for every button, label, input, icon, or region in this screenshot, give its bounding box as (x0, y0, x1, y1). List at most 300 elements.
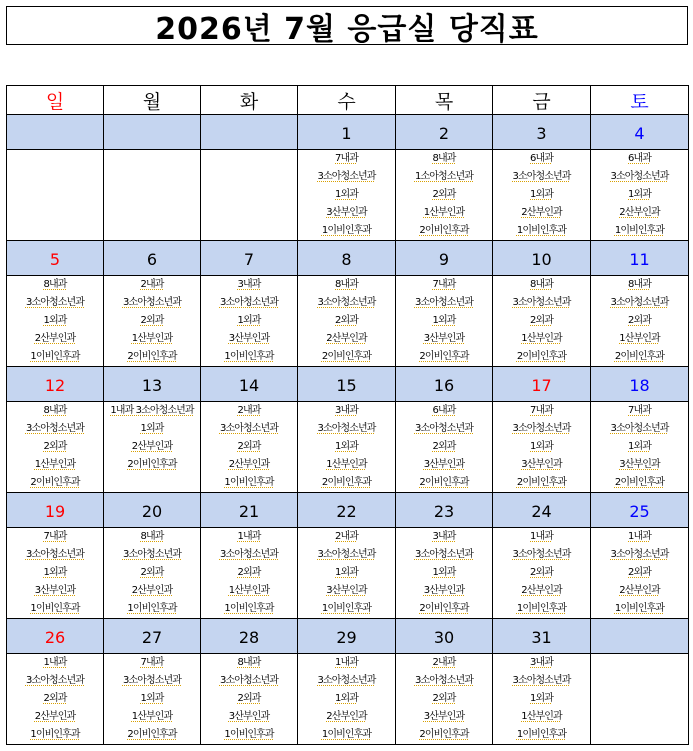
date-number: 7 (243, 249, 255, 269)
duty-entry: 1외과 (530, 441, 553, 452)
weekday-mon: 월 (104, 86, 201, 115)
date-cell (104, 241, 201, 276)
duty-entry: 1외과 (140, 423, 164, 434)
duty-entry: 1산부인과 (228, 585, 270, 596)
duty-entry: 1산부인과 (521, 711, 562, 722)
duty-entry: 3소아청소년과 (122, 297, 182, 308)
duty-entry: 2외과 (43, 441, 67, 452)
duty-entry: 3산부인과 (619, 459, 660, 470)
date-number: 26 (44, 627, 66, 647)
date-cell (201, 115, 298, 150)
duty-entry: 1외과 (432, 315, 456, 326)
duty-entry: 3내과 (530, 657, 553, 668)
duty-entry: 2이비인후과 (516, 351, 567, 362)
duty-entry: 2내과 (432, 657, 456, 668)
date-row (7, 115, 689, 150)
duty-entry: 1내과 (530, 531, 553, 542)
duty-cell (493, 276, 591, 367)
duty-list (201, 654, 297, 744)
duty-entry: 3산부인과 (228, 333, 270, 344)
duty-entry: 1외과 (43, 567, 67, 578)
duty-entry: 1외과 (43, 315, 67, 326)
duty-list (493, 276, 590, 366)
duty-entry: 3내과 (432, 531, 456, 542)
duty-list (201, 402, 297, 492)
duty-entry: 3산부인과 (423, 333, 465, 344)
duty-entry: 1외과 (237, 315, 261, 326)
duty-entry: 3산부인과 (326, 207, 367, 218)
duty-entry: 1산부인과 (131, 333, 173, 344)
duty-entry: 3소아청소년과 (610, 297, 669, 308)
date-cell (591, 619, 689, 654)
duty-entry: 2이비인후과 (419, 729, 469, 740)
date-cell (298, 115, 396, 150)
duty-list (298, 654, 395, 744)
duty-entry: 1이비인후과 (321, 729, 372, 740)
duty-entry: 3소아청소년과 (512, 423, 571, 434)
duty-cell (396, 150, 493, 241)
duty-entry: 6내과 (432, 405, 456, 416)
duty-list (7, 654, 103, 744)
date-number: 8 (341, 249, 352, 269)
duty-entry: 1외과 (530, 693, 553, 704)
date-number: 23 (433, 501, 455, 521)
calendar-table (6, 85, 689, 745)
page-title: 2026년 7월 응급실 당직표 (6, 6, 688, 45)
duty-entry: 3산부인과 (326, 585, 367, 596)
duty-entry: 2산부인과 (326, 333, 367, 344)
duty-entry: 1내과 (237, 531, 261, 542)
duty-entry: 2산부인과 (326, 711, 367, 722)
date-number: 30 (433, 627, 455, 647)
duty-cell (493, 150, 591, 241)
duty-entry: 2산부인과 (131, 441, 173, 452)
date-cell (493, 115, 591, 150)
weekday-sat: 토 (591, 86, 689, 115)
duty-cell (591, 276, 689, 367)
duty-entry: 1이비인후과 (516, 225, 567, 236)
date-cell (591, 241, 689, 276)
duty-entry: 3소아청소년과 (219, 675, 279, 686)
duty-list (7, 276, 103, 366)
duty-entry: 6내과 (530, 153, 553, 164)
duty-entry: 3소아청소년과 (25, 297, 85, 308)
duty-cell (7, 528, 104, 619)
duty-list (396, 276, 492, 366)
date-cell (298, 493, 396, 528)
duty-list (396, 528, 492, 618)
date-cell (493, 367, 591, 402)
date-number: 13 (141, 375, 163, 395)
duty-entry: 8내과 (628, 279, 651, 290)
date-cell (396, 619, 493, 654)
date-cell (591, 115, 689, 150)
duty-entry: 2이비인후과 (127, 459, 177, 470)
weekday-thu: 목 (396, 86, 493, 115)
date-cell (591, 493, 689, 528)
date-number: 29 (336, 627, 357, 647)
duty-entry: 2이비인후과 (419, 603, 469, 614)
duty-entry: 1내과 3소아청소년과 (110, 405, 194, 416)
duty-list (591, 276, 688, 366)
duty-entry: 8내과 (43, 279, 67, 290)
duty-entry: 1소아청소년과 (414, 171, 474, 182)
duty-entry: 2이비인후과 (419, 351, 469, 362)
duty-cell (104, 528, 201, 619)
duty-entry: 2외과 (530, 315, 553, 326)
duty-entry: 2외과 (530, 567, 553, 578)
duty-entry: 1외과 (335, 441, 358, 452)
date-cell (493, 493, 591, 528)
duty-entry: 2이비인후과 (419, 225, 469, 236)
duty-entry: 3소아청소년과 (512, 297, 571, 308)
duty-list (7, 528, 103, 618)
duty-entry: 2외과 (237, 567, 261, 578)
duty-list (493, 528, 590, 618)
duty-cell (201, 276, 298, 367)
date-cell (493, 619, 591, 654)
duty-entry: 2내과 (335, 531, 358, 542)
date-number: 19 (44, 501, 66, 521)
date-row (7, 241, 689, 276)
duty-entry: 1이비인후과 (30, 351, 80, 362)
duty-entry: 3내과 (335, 405, 358, 416)
date-cell (104, 115, 201, 150)
weekday-header-row (7, 86, 689, 115)
duty-entry: 1외과 (335, 567, 358, 578)
duty-list (493, 402, 590, 492)
duty-entry: 7내과 (140, 657, 164, 668)
duty-entry: 2산부인과 (131, 585, 173, 596)
duty-list (396, 402, 492, 492)
duty-entry: 2외과 (432, 693, 456, 704)
date-cell (7, 115, 104, 150)
duty-entry: 2외과 (140, 567, 164, 578)
duty-list (104, 654, 200, 744)
weekday-sun: 일 (7, 86, 104, 115)
duty-row (7, 528, 689, 619)
date-cell (201, 241, 298, 276)
duty-entry: 2이비인후과 (321, 351, 372, 362)
date-cell (396, 493, 493, 528)
duty-entry: 2외과 (237, 441, 261, 452)
date-cell (7, 241, 104, 276)
date-number: 20 (141, 501, 163, 521)
duty-entry: 8내과 (432, 153, 456, 164)
date-cell (591, 367, 689, 402)
duty-entry: 2이비인후과 (127, 729, 177, 740)
duty-entry: 3소아청소년과 (414, 675, 474, 686)
date-cell (104, 493, 201, 528)
date-number: 4 (634, 123, 645, 143)
duty-cell (201, 654, 298, 745)
duty-entry: 2산부인과 (34, 333, 76, 344)
duty-entry: 8내과 (43, 405, 67, 416)
duty-entry: 1산부인과 (326, 459, 367, 470)
weekday-tue: 화 (201, 86, 298, 115)
duty-list (493, 654, 590, 744)
duty-entry: 3소아청소년과 (122, 549, 182, 560)
duty-entry: 2이비인후과 (614, 351, 665, 362)
duty-entry: 2외과 (628, 567, 651, 578)
duty-entry: 3산부인과 (34, 585, 76, 596)
date-number: 21 (238, 501, 260, 521)
duty-cell (201, 150, 298, 241)
duty-cell (201, 402, 298, 493)
duty-entry: 1이비인후과 (321, 225, 372, 236)
date-cell (7, 367, 104, 402)
duty-cell (591, 402, 689, 493)
date-cell (7, 493, 104, 528)
duty-entry: 1산부인과 (131, 711, 173, 722)
duty-entry: 1내과 (628, 531, 651, 542)
duty-list (201, 276, 297, 366)
duty-entry: 7내과 (628, 405, 651, 416)
duty-entry: 2내과 (140, 279, 164, 290)
date-number: 14 (238, 375, 260, 395)
duty-cell (298, 150, 396, 241)
duty-entry: 3산부인과 (423, 459, 465, 470)
duty-list (396, 150, 492, 240)
duty-entry: 2외과 (140, 315, 164, 326)
duty-entry: 1외과 (335, 693, 358, 704)
duty-entry: 1외과 (432, 567, 456, 578)
date-row (7, 493, 689, 528)
duty-entry: 1외과 (628, 441, 651, 452)
date-number: 5 (49, 249, 61, 269)
duty-entry: 2외과 (432, 441, 456, 452)
date-number: 31 (531, 627, 552, 647)
date-number: 17 (531, 375, 552, 395)
duty-cell (396, 402, 493, 493)
duty-list (591, 402, 688, 492)
duty-list (298, 276, 395, 366)
duty-cell (298, 402, 396, 493)
duty-entry: 1산부인과 (619, 333, 660, 344)
duty-entry: 2산부인과 (619, 207, 660, 218)
date-number: 2 (438, 123, 450, 143)
duty-cell (396, 528, 493, 619)
duty-entry: 2외과 (43, 693, 67, 704)
date-number: 28 (238, 627, 260, 647)
duty-cell (7, 654, 104, 745)
date-number: 16 (433, 375, 455, 395)
duty-entry: 3소아청소년과 (219, 423, 279, 434)
date-number: 10 (531, 249, 552, 269)
duty-entry: 1외과 (628, 189, 651, 200)
date-row (7, 619, 689, 654)
duty-entry: 3산부인과 (423, 711, 465, 722)
duty-entry: 3소아청소년과 (610, 171, 669, 182)
calendar-body (7, 115, 689, 745)
duty-entry: 2산부인과 (34, 711, 76, 722)
date-cell (201, 367, 298, 402)
duty-entry: 3내과 (237, 279, 261, 290)
duty-entry: 2내과 (237, 405, 261, 416)
date-cell (201, 619, 298, 654)
duty-entry: 7내과 (335, 153, 358, 164)
duty-list (298, 528, 395, 618)
duty-entry: 3소아청소년과 (219, 297, 279, 308)
duty-entry: 2외과 (628, 315, 651, 326)
duty-entry: 1이비인후과 (321, 603, 372, 614)
duty-entry: 7내과 (530, 405, 553, 416)
date-number: 1 (341, 123, 352, 143)
duty-entry: 3소아청소년과 (414, 549, 474, 560)
date-cell (104, 367, 201, 402)
duty-entry: 1산부인과 (521, 333, 562, 344)
duty-entry: 1이비인후과 (516, 603, 567, 614)
duty-entry: 3소아청소년과 (25, 675, 85, 686)
duty-entry: 1내과 (43, 657, 67, 668)
duty-cell (298, 276, 396, 367)
date-number: 3 (536, 123, 547, 143)
duty-cell (298, 654, 396, 745)
duty-entry: 3소아청소년과 (219, 549, 279, 560)
duty-cell (104, 402, 201, 493)
date-cell (298, 619, 396, 654)
duty-entry: 7내과 (43, 531, 67, 542)
duty-entry: 8내과 (237, 657, 261, 668)
duty-entry: 1외과 (335, 189, 358, 200)
duty-entry: 6내과 (628, 153, 651, 164)
duty-entry: 3소아청소년과 (610, 423, 669, 434)
weekday-fri: 금 (493, 86, 591, 115)
duty-entry: 2이비인후과 (419, 477, 469, 488)
weekday-wed: 수 (298, 86, 396, 115)
duty-entry: 2이비인후과 (30, 477, 80, 488)
duty-list (104, 402, 200, 474)
date-cell (298, 367, 396, 402)
date-number: 25 (629, 501, 650, 521)
duty-cell (201, 528, 298, 619)
duty-entry: 3산부인과 (423, 585, 465, 596)
duty-entry: 2외과 (335, 315, 358, 326)
duty-entry: 2산부인과 (228, 459, 270, 470)
date-cell (396, 115, 493, 150)
duty-entry: 3소아청소년과 (414, 423, 474, 434)
duty-cell (591, 150, 689, 241)
date-number: 12 (44, 375, 66, 395)
date-number: 6 (146, 249, 158, 269)
date-row (7, 367, 689, 402)
duty-entry: 1이비인후과 (614, 603, 665, 614)
duty-entry: 8내과 (335, 279, 358, 290)
duty-entry: 2외과 (237, 693, 261, 704)
duty-list (104, 528, 200, 618)
duty-row (7, 654, 689, 745)
duty-list (201, 528, 297, 618)
duty-entry: 3소아청소년과 (512, 549, 571, 560)
duty-entry: 3산부인과 (521, 459, 562, 470)
duty-entry: 1이비인후과 (30, 603, 80, 614)
duty-entry: 3소아청소년과 (317, 675, 376, 686)
duty-entry: 1이비인후과 (224, 603, 274, 614)
duty-entry: 1이비인후과 (614, 225, 665, 236)
duty-entry: 8내과 (530, 279, 553, 290)
duty-list (591, 150, 688, 240)
duty-row (7, 276, 689, 367)
duty-cell (396, 276, 493, 367)
duty-cell (493, 528, 591, 619)
date-cell (396, 241, 493, 276)
duty-cell (104, 150, 201, 241)
date-cell (396, 367, 493, 402)
duty-row (7, 150, 689, 241)
date-cell (298, 241, 396, 276)
date-cell (7, 619, 104, 654)
duty-entry: 3소아청소년과 (317, 549, 376, 560)
duty-entry: 2외과 (432, 189, 456, 200)
duty-cell (396, 654, 493, 745)
duty-cell (591, 654, 689, 745)
duty-entry: 2산부인과 (521, 207, 562, 218)
duty-entry: 7내과 (432, 279, 456, 290)
duty-entry: 1산부인과 (34, 459, 76, 470)
duty-cell (7, 276, 104, 367)
duty-entry: 3소아청소년과 (25, 549, 85, 560)
duty-row (7, 402, 689, 493)
duty-entry: 3소아청소년과 (317, 423, 376, 434)
duty-cell (104, 276, 201, 367)
duty-entry: 2이비인후과 (516, 477, 567, 488)
duty-entry: 2이비인후과 (321, 477, 372, 488)
duty-entry: 2이비인후과 (127, 351, 177, 362)
date-number: 18 (629, 375, 650, 395)
duty-entry: 1이비인후과 (224, 477, 274, 488)
duty-entry: 3소아청소년과 (122, 675, 182, 686)
duty-entry: 2이비인후과 (614, 477, 665, 488)
duty-list (104, 276, 200, 366)
duty-entry: 1이비인후과 (30, 729, 80, 740)
duty-cell (7, 150, 104, 241)
duty-cell (493, 654, 591, 745)
duty-entry: 1이비인후과 (127, 603, 177, 614)
duty-list (7, 402, 103, 492)
duty-entry: 3소아청소년과 (610, 549, 669, 560)
duty-list (591, 528, 688, 618)
duty-entry: 3산부인과 (228, 711, 270, 722)
duty-entry: 2산부인과 (619, 585, 660, 596)
duty-entry: 8내과 (140, 531, 164, 542)
duty-list (298, 402, 395, 492)
duty-entry: 2산부인과 (521, 585, 562, 596)
date-cell (104, 619, 201, 654)
duty-entry: 3소아청소년과 (25, 423, 85, 434)
duty-entry: 3소아청소년과 (317, 171, 376, 182)
duty-entry: 1이비인후과 (516, 729, 567, 740)
duty-list (396, 654, 492, 744)
duty-cell (7, 402, 104, 493)
date-cell (201, 493, 298, 528)
duty-list (493, 150, 590, 240)
duty-entry: 1외과 (140, 693, 164, 704)
date-number: 24 (531, 501, 552, 521)
duty-entry: 3소아청소년과 (512, 171, 571, 182)
date-number: 11 (629, 249, 650, 269)
duty-cell (591, 528, 689, 619)
duty-entry: 1이비인후과 (224, 351, 274, 362)
duty-entry: 3소아청소년과 (414, 297, 474, 308)
duty-entry: 1산부인과 (423, 207, 465, 218)
duty-cell (104, 654, 201, 745)
duty-entry: 1내과 (335, 657, 358, 668)
date-number: 9 (438, 249, 450, 269)
date-number: 15 (336, 375, 357, 395)
date-number: 22 (336, 501, 357, 521)
duty-list (298, 150, 395, 240)
date-cell (493, 241, 591, 276)
